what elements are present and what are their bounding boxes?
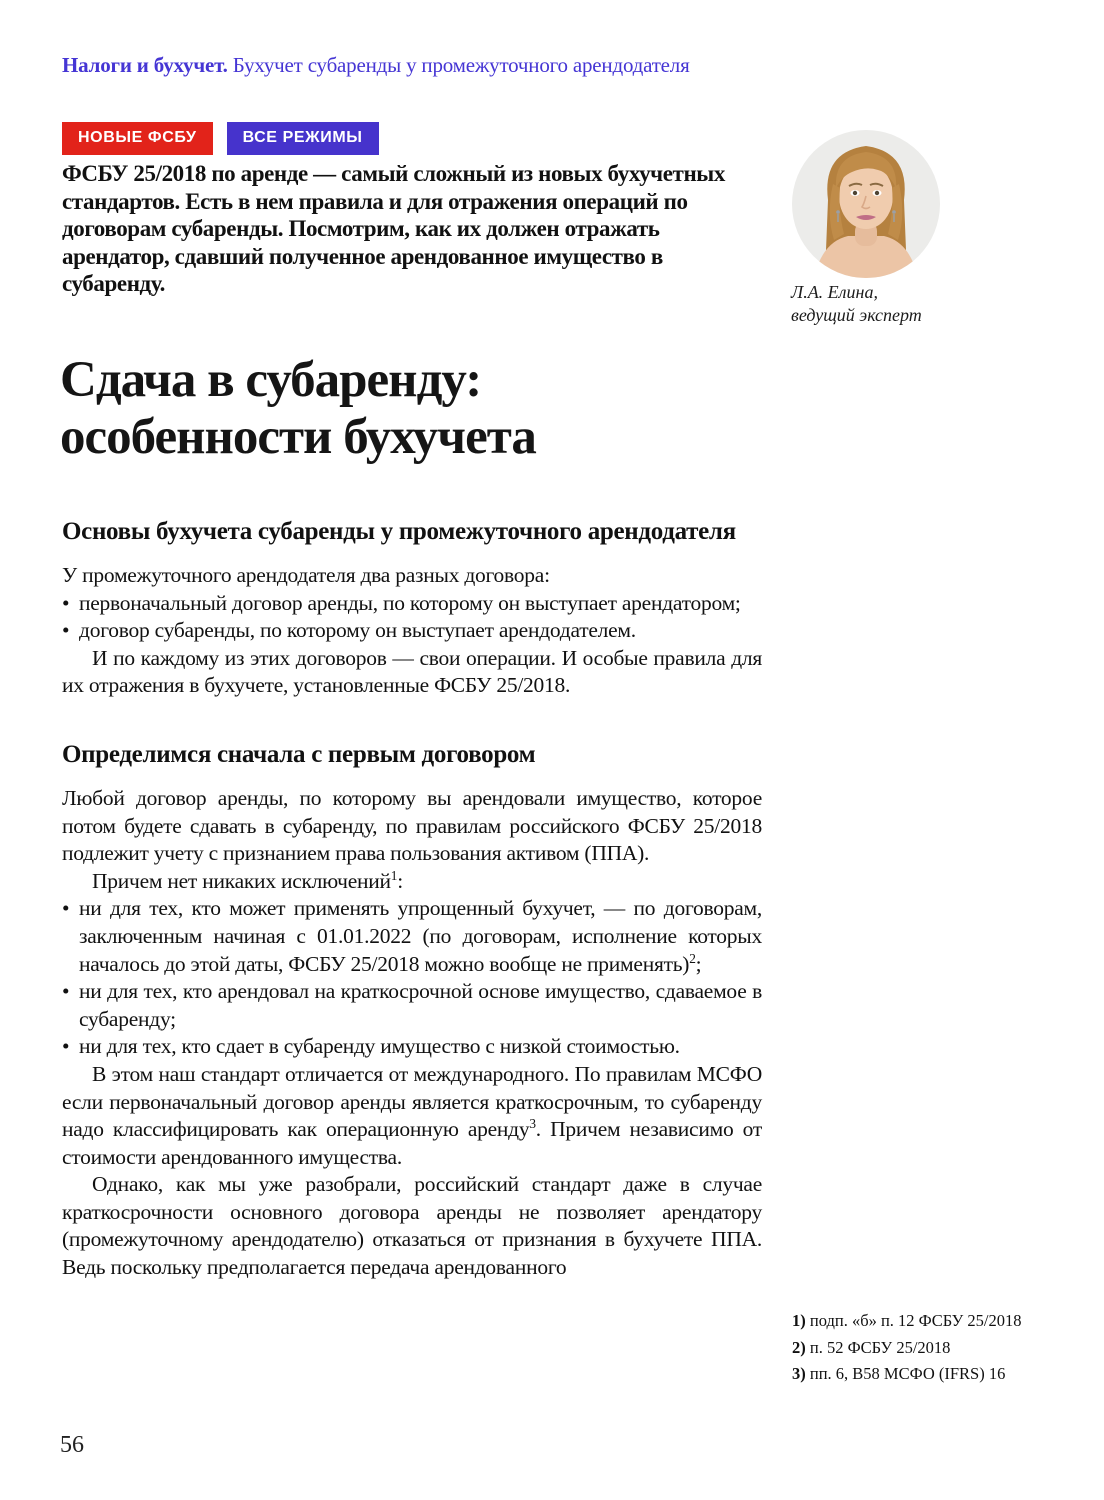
paragraph: У промежуточного арендодателя два разных договора: xyxy=(62,563,550,587)
article-title-line-1: Сдача в субаренду: xyxy=(60,352,482,408)
author-caption xyxy=(791,281,1021,327)
section-heading: Основы бухучета субаренды у промежуточного арендодателя xyxy=(62,518,736,545)
footnotes xyxy=(792,1308,1042,1388)
footnote-marker: 3) xyxy=(792,1364,806,1383)
paragraph: В этом наш стандарт отличается от международного. По правилам МСФО если первоначальный договор аренды является краткосрочным, то субаренду надо классифицировать как операционную аренду$^3$. Причем независимо от стоимости арендованного имущества. xyxy=(62,1061,762,1169)
paragraph: Любой договор аренды, по которому вы арендовали имущество, которое потом будете сдавать в субаренду, по правилам российского ФСБУ 25/2018 подлежит учету с признанием права пользования активом (ППА). xyxy=(62,785,762,866)
author-name: Л.А. Елина, xyxy=(791,282,878,302)
paragraph: Причем нет никаких исключений$^1$: xyxy=(92,867,403,893)
page-header xyxy=(62,52,1042,78)
footnote-text: пп. 6, B58 МСФО (IFRS) 16 xyxy=(809,1364,1006,1383)
badge-new-fsbu: НОВЫЕ ФСБУ xyxy=(62,122,213,155)
badge-row xyxy=(62,122,379,155)
footnote-marker: 1) xyxy=(792,1311,806,1330)
bullet-item xyxy=(62,617,762,645)
bullet-dot: • xyxy=(62,1034,70,1059)
footnote-item xyxy=(792,1335,1042,1362)
bullet-text: первоначальный договор аренды, по которому он выступает арендатором; xyxy=(79,590,741,615)
author-role: ведущий эксперт xyxy=(791,305,922,325)
article-body xyxy=(62,516,762,1282)
article-title xyxy=(60,352,800,466)
paragraph: Однако, как мы уже разобрали, российский стандарт даже в случае краткосрочности основного договора аренды не позволяет арендатору (промежуточному арендодателю) отказаться от признания в бухучете ППА. Ведь поскольку предполагается передача арендованного xyxy=(62,1172,762,1280)
footnote-item xyxy=(792,1361,1042,1388)
bullet-text: договор субаренды, по которому он выступает арендодателем. xyxy=(79,618,636,643)
bullet-item xyxy=(62,978,762,1033)
page-number: 56 xyxy=(60,1432,84,1458)
article-section xyxy=(62,516,762,700)
lead-paragraph: ФСБУ 25/2018 по аренде — самый сложный из новых бухучетных стандартов. Есть в нем правила и для отражения операций по договорам субаренды. Посмотрим, как их должен отражать арендатор, сдавший полученное арендованное имущество в субаренду. xyxy=(62,161,725,296)
header-topic: Бухучет субаренды у промежуточного арендодателя xyxy=(232,53,690,77)
article-title-line-2: особенности бухучета xyxy=(60,409,536,465)
paragraph: И по каждому из этих договоров — свои операции. И особые правила для их отражения в бухучете, установленные ФСБУ 25/2018. xyxy=(62,645,762,698)
section-heading: Определимся сначала с первым договором xyxy=(62,740,536,768)
footnote-text: подп. «б» п. 12 ФСБУ 25/2018 xyxy=(809,1311,1022,1330)
bullet-text: ни для тех, кто сдает в субаренду имущество с низкой стоимостью. xyxy=(79,1034,680,1059)
bullet-text: ни для тех, кто может применять упрощенный бухучет, — по договорам, заключенным начиная с 01.01.2022 (по договорам, исполнение которых началось до этой даты, ФСБУ 25/2018 можно вообще не применять)$^2$; xyxy=(79,896,762,976)
bullet-text: ни для тех, кто арендовал на краткосрочной основе имущество, сдаваемое в субаренду; xyxy=(79,979,762,1031)
bullet-dot: • xyxy=(62,896,70,921)
badge-all-regimes: ВСЕ РЕЖИМЫ xyxy=(227,122,379,155)
bullet-dot: • xyxy=(62,979,70,1004)
bullet-item xyxy=(62,590,762,618)
footnote-item xyxy=(792,1308,1042,1335)
bullet-item xyxy=(62,895,762,978)
header-rubric: Налоги и бухучет. xyxy=(62,53,228,77)
author-photo xyxy=(792,130,940,278)
bullet-dot: • xyxy=(62,590,70,615)
footnote-text: п. 52 ФСБУ 25/2018 xyxy=(809,1337,951,1357)
bullet-item xyxy=(62,1033,762,1061)
bullet-dot: • xyxy=(62,618,70,643)
woman-portrait-icon xyxy=(792,130,940,278)
footnote-marker: 2) xyxy=(792,1337,806,1357)
article-section xyxy=(62,739,762,1282)
